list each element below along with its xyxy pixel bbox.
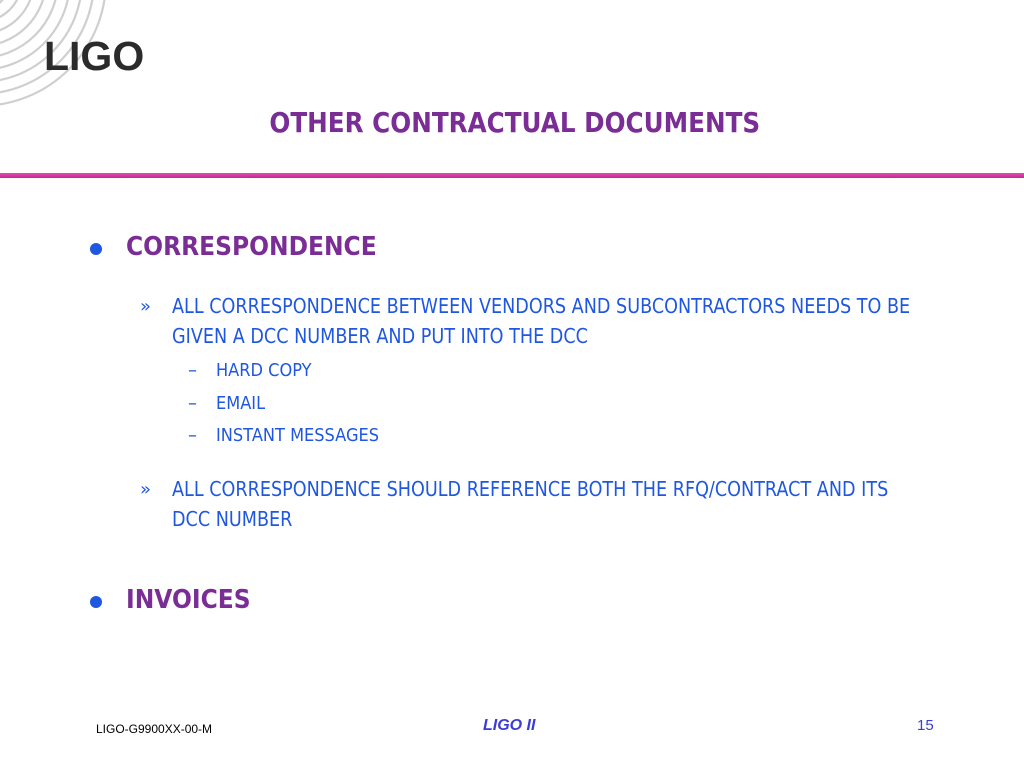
sub-sub-item-instant-messages: INSTANT MESSAGES (216, 425, 380, 446)
sub-item-dcc-number: ALL CORRESPONDENCE BETWEEN VENDORS AND SUBCONTRACTORS NEEDS TO BE GIVEN A DCC NUMBER AND PUT INTO THE DCC (172, 294, 911, 348)
bullet-dot-icon (90, 596, 102, 608)
footer-project: LIGO II (483, 717, 536, 734)
dash-marker-icon: – (188, 360, 197, 381)
slide-title: OTHER CONTRACTUAL DOCUMENTS (269, 106, 761, 139)
ligo-logo-text: LIGO (44, 33, 145, 79)
dash-marker-icon: – (188, 425, 197, 446)
sub-sub-item-email: EMAIL (216, 393, 266, 414)
footer-doc-id: LIGO-G9900XX-00-M (96, 722, 213, 736)
footer-page-number: 15 (917, 717, 934, 734)
bullet-correspondence: CORRESPONDENCE (126, 232, 377, 262)
sub-bullet-marker-icon: » (140, 479, 152, 500)
bullet-invoices: INVOICES (126, 585, 251, 615)
bullet-dot-icon (90, 243, 102, 255)
dash-marker-icon: – (188, 393, 197, 414)
sub-bullet-marker-icon: » (140, 296, 152, 317)
sub-item-reference-rfq: ALL CORRESPONDENCE SHOULD REFERENCE BOTH THE RFQ/CONTRACT AND ITS DCC NUMBER (172, 477, 889, 531)
sub-sub-item-hard-copy: HARD COPY (216, 360, 312, 381)
